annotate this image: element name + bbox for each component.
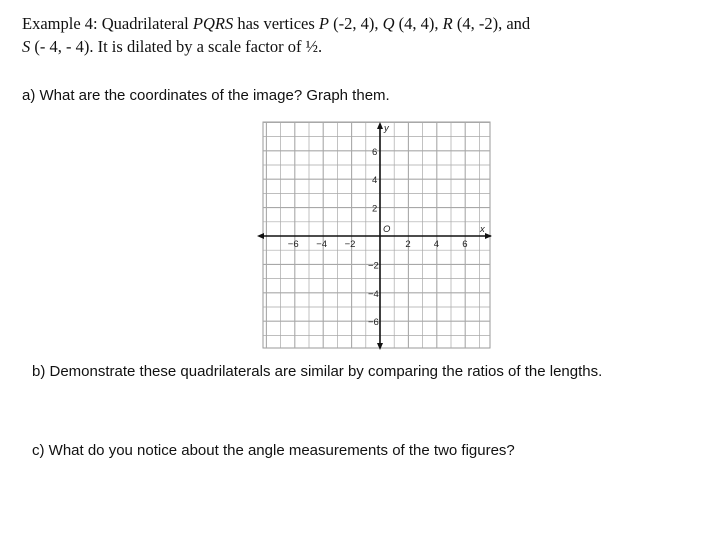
y-tick-label: 6 [372, 146, 378, 158]
y-tick-label: 2 [372, 203, 378, 215]
x-tick-label: −6 [287, 239, 299, 250]
vertex-r-coords: (4, -2), and [452, 14, 531, 33]
has-vertices-text: has vertices [233, 14, 319, 33]
y-axis-label: y [384, 123, 389, 134]
question-c: c) What do you notice about the angle measurements of the two figures? [32, 442, 515, 459]
y-tick-label: −6 [368, 317, 379, 329]
coordinate-grid [255, 118, 495, 350]
shape-name: PQRS [192, 14, 234, 33]
vertex-s-coords: (- 4, - 4). It is dilated by a scale factor of ½. [30, 37, 323, 56]
x-tick-label: −4 [316, 239, 328, 250]
intro-prefix: Example 4: Quadrilateral [22, 14, 193, 33]
vertex-p-coords: (-2, 4), [329, 14, 383, 33]
x-tick-label: 6 [462, 239, 468, 250]
question-a: a) What are the coordinates of the image? Graph them. [22, 87, 390, 104]
x-tick-label: 2 [405, 239, 411, 250]
vertex-q-coords: (4, 4), [394, 14, 443, 33]
vertex-r-name: R [442, 14, 453, 33]
vertex-s-name: S [22, 37, 31, 56]
question-b: b) Demonstrate these quadrilaterals are similar by comparing the ratios of the lengths. [32, 363, 603, 380]
y-tick-label: 4 [372, 175, 378, 187]
x-axis-label: x [480, 224, 485, 235]
vertex-q-name: Q [382, 14, 395, 33]
y-tick-label: −2 [368, 260, 379, 272]
x-tick-label: −2 [344, 239, 356, 250]
y-tick-label: −4 [368, 288, 379, 300]
vertex-p-name: P [318, 14, 329, 33]
problem-statement-line-1 [22, 14, 530, 34]
x-tick-label: 4 [433, 239, 440, 250]
problem-statement-line-2 [22, 37, 322, 57]
x-axis-arrow-left [257, 233, 264, 239]
origin-label: O [383, 224, 391, 235]
